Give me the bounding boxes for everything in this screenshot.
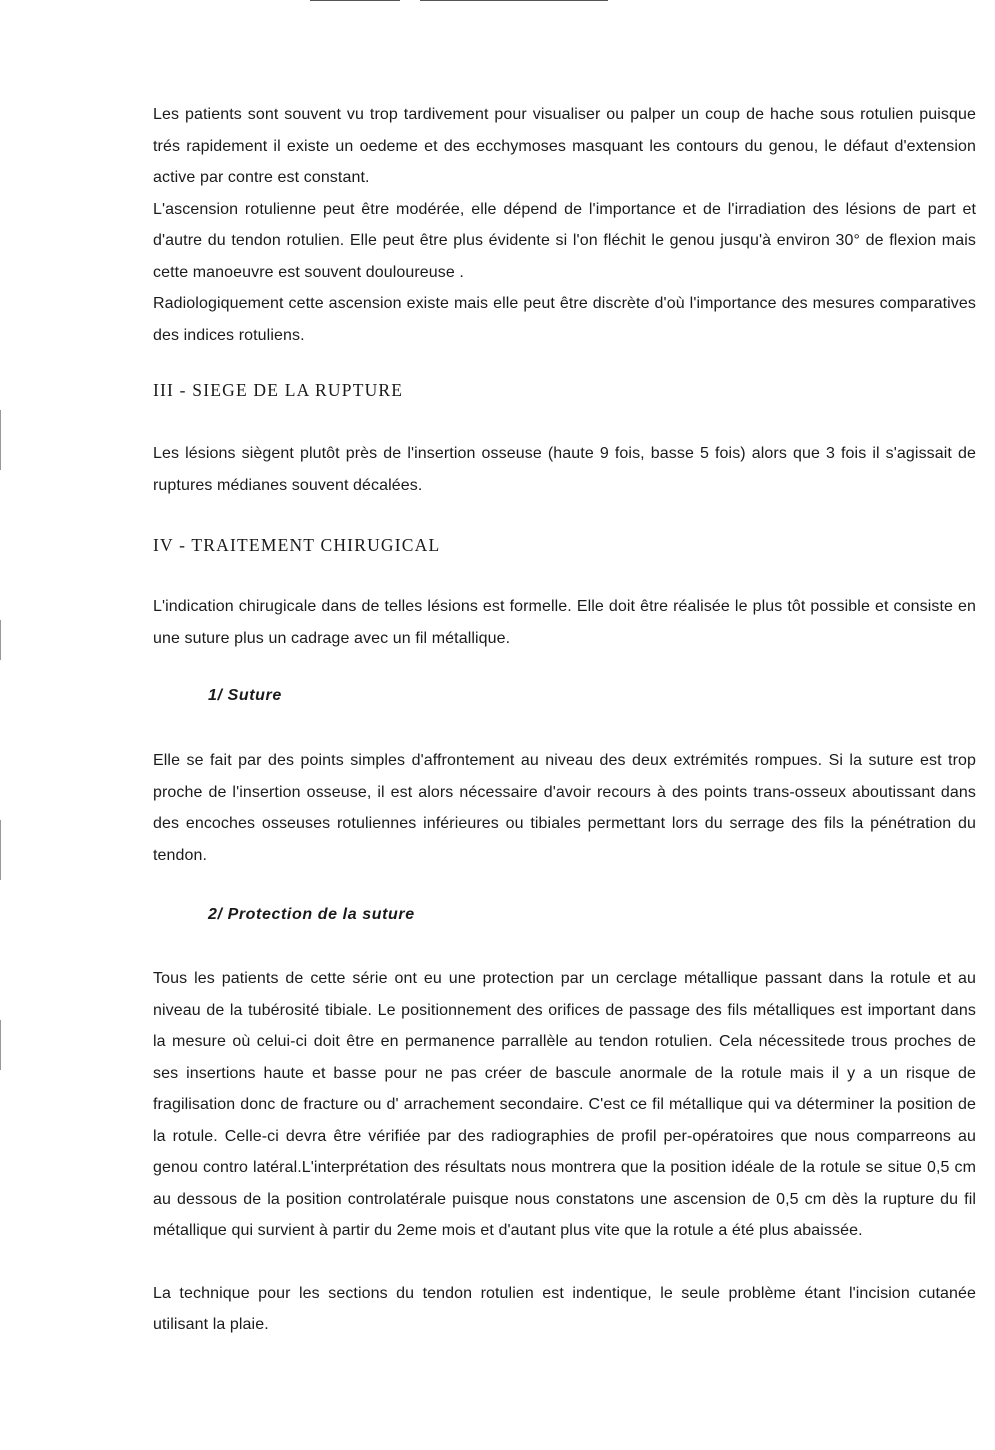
closing-paragraph: La technique pour les sections du tendon rotulien est indentique, le seule problème étant l'incision cutanée utilisant la plaie. [153,1284,976,1333]
subsection-heading: 2/ Protection de la suture [208,906,415,923]
section-paragraph: L'indication chirugicale dans de telles lésions est formelle. Elle doit être réalisée le plus tôt possible et consiste en une suture plus un cadrage avec un fil métallique. [153,598,976,647]
scan-top-mark [310,0,400,1]
scan-edge-mark [0,820,1,880]
subsection-heading: 1/ Suture [208,687,282,704]
section-paragraph: Les lésions siègent plutôt près de l'insertion osseuse (haute 9 fois, basse 5 fois) alors que 3 fois il s'agissait de ruptures médianes souvent décalées. [153,445,976,494]
subsection-paragraph: Elle se fait par des points simples d'affrontement au niveau des deux extrémités rompues. Si la suture est trop proche de l'insertion osseuse, il est alors nécessaire d'avoir recours à des points trans-osseux aboutissant dans des encoches osseuses rotuliennes inférieures ou tibiales permettant lors du serrage des fils la pénétration du tendon. [153,752,976,864]
section-heading: III - SIEGE DE LA RUPTURE [153,380,404,400]
intro-paragraph: L'ascension rotulienne peut être modérée, elle dépend de l'importance et de l'irradiation des lésions de part et d'autre du tendon rotulien. Elle peut être plus évidente si l'on fléchit le genou jusqu'à environ 30° de flexion mais cette manoeuvre est souvent douloureuse . [153,200,976,281]
scan-edge-mark [0,410,1,470]
scan-edge-mark [0,1020,1,1070]
subsection-paragraph: Tous les patients de cette série ont eu une protection par un cerclage métallique passant dans la rotule et au niveau de la tubérosité tibiale. Le positionnement des orifices de passage des fils métalliques est important dans la mesure où celui-ci doit être en permanence parrallèle au tendon rotulien. Cela nécessitede trous proches de ses insertions haute et basse pour ne pas créer de bascule anormale de la rotule mais il y a un risque de fragilisation donc de fracture ou d' arrachement secondaire. C'est ce fil métallique qui va déterminer la position de la rotule. Celle-ci devra être vérifiée par des radiographies de profil per-opératoires que nous comparreons au genou contro latéral.L'interprétation des résultats nous montrera que la position idéale de la rotule se situe 0,5 cm au dessous de la position controlatérale puisque nous constatons une ascension de 0,5 cm dès la rupture du fil métallique qui survient à partir du 2eme mois et d'autant plus vite que la rotule a été plus abaissée. [153,970,976,1239]
intro-paragraph: Les patients sont souvent vu trop tardivement pour visualiser ou palper un coup de hache sous rotulien puisque trés rapidement il existe un oedeme et des ecchymoses masquant les contours du genou, le défaut d'extension active par contre est constant. [153,106,976,186]
document-body [153,99,976,1341]
scan-top-mark [420,0,608,1]
section-heading: IV - TRAITEMENT CHIRUGICAL [153,535,441,555]
intro-paragraph: Radiologiquement cette ascension existe mais elle peut être discrète d'où l'importance des mesures comparatives des indices rotuliens. [153,295,976,344]
scan-edge-mark [0,620,1,660]
